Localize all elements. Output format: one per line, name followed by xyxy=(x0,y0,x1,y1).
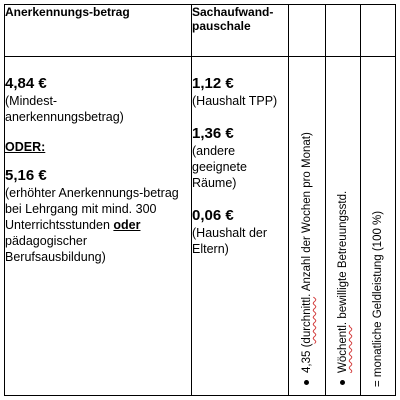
desc-increased xyxy=(5,185,191,265)
header-empty-2 xyxy=(326,5,361,57)
cell-anerkennungsbetrag xyxy=(5,57,192,396)
cell-monthly-payment xyxy=(361,57,396,396)
header-row xyxy=(5,5,396,57)
weekly-squiggle: Wöchentl xyxy=(337,325,349,373)
desc-other-rooms: (andere geeignete Räume) xyxy=(192,144,247,190)
header-sachaufwandpauschale: Sachaufwand-pauschale xyxy=(192,5,289,57)
oder-label: ODER: xyxy=(5,140,46,154)
desc-tpp: (Haushalt TPP) xyxy=(192,94,278,108)
amount-parents: 0,06 € xyxy=(192,207,234,224)
desc-increased-part1: (erhöhter Anerkennungs-betrag bei Lehrgang mit mind. 300 Unterrichtsstunden xyxy=(5,186,179,232)
weeks-prefix: 4,35 ( xyxy=(301,343,313,373)
weeks-suffix: . Anzahl der Wochen pro Monat) xyxy=(301,132,313,297)
amount-tpp: 1,12 € xyxy=(192,75,234,92)
header-empty-1 xyxy=(289,5,326,57)
compensation-table xyxy=(4,4,396,396)
weekly-suffix: . bewilligte Betreuungsstd. xyxy=(337,190,349,326)
desc-increased-oder: oder xyxy=(113,218,141,232)
amount-min: 4,84 € xyxy=(5,75,47,92)
desc-parents: (Haushalt der Eltern) xyxy=(192,226,268,256)
weeks-per-month-text xyxy=(301,132,314,373)
desc-min-line2: anerkennungsbetrag) xyxy=(5,110,124,124)
bullet-icon xyxy=(340,380,345,385)
header-empty-3 xyxy=(361,5,396,57)
weekly-hours-text xyxy=(337,191,350,373)
body-row xyxy=(5,57,396,396)
cell-weekly-hours xyxy=(326,57,361,396)
amount-other-rooms: 1,36 € xyxy=(192,125,234,142)
desc-min-line1: (Mindest- xyxy=(5,94,58,108)
monthly-payment-text: = monatliche Geldleistung (100 %) xyxy=(372,210,384,387)
cell-sachaufwandpauschale xyxy=(192,57,289,396)
desc-increased-part2: pädagogischer Berufsausbildung) xyxy=(5,234,106,264)
amount-increased: 5,16 € xyxy=(5,167,47,184)
bullet-icon xyxy=(304,380,309,385)
cell-weeks-per-month xyxy=(289,57,326,396)
header-anerkennungsbetrag: Anerkennungs-betrag xyxy=(5,5,192,57)
weeks-squiggle: durchnittl xyxy=(301,296,313,344)
